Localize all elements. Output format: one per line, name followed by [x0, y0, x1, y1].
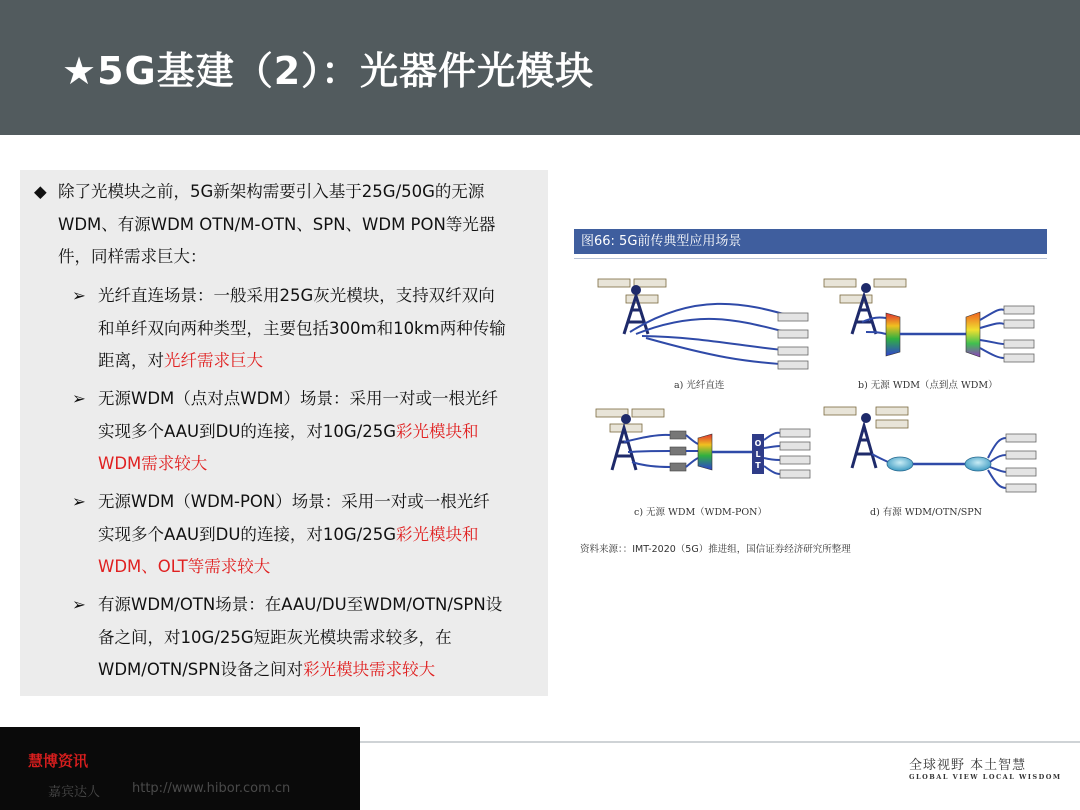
intro-line-1: 除了光模块之前，5G新架构需要引入基于25G/50G的无源 — [58, 182, 485, 201]
highlight-text: 彩光模块和 — [396, 524, 479, 544]
svg-text:L: L — [755, 450, 761, 459]
figure-source: 资料来源：：IMT-2020（5G）推进组，国信证券经济研究所整理 — [580, 544, 851, 555]
item-text: 实现多个AAU到DU的连接，对10G/25G — [98, 421, 397, 441]
footer-logo-english: GLOBAL VIEW LOCAL WISDOM — [909, 773, 1062, 781]
scenario-item-passive-wdm-pon — [72, 486, 542, 584]
item-line: 无源WDM（WDM-PON）场景：采用一对或一根光纤 — [98, 492, 490, 511]
footer-divider — [360, 741, 1080, 743]
figure-caption: 图66: 5G前传典型应用场景 — [574, 229, 1047, 254]
panel-c-passive-wdm-pon — [596, 409, 810, 518]
scenario-item-active-wdm-otn — [72, 589, 542, 687]
highlight-text: WDM需求较大 — [98, 454, 208, 473]
arrow-bullet-icon: ➢ — [72, 492, 86, 511]
item-line: 无源WDM（点对点WDM）场景：采用一对或一根光纤 — [98, 389, 499, 408]
footer-logo-chinese: 全球视野 本土智慧 — [909, 758, 1027, 773]
diamond-bullet-icon: ◆ — [34, 182, 47, 201]
scenario-item-passive-wdm-p2p — [72, 383, 542, 481]
title-bar — [0, 0, 1080, 135]
item-line — [72, 416, 542, 449]
intro-paragraph — [34, 176, 534, 274]
brand-name: 慧博资讯 — [28, 752, 89, 770]
highlight-text: WDM、OLT等需求较大 — [98, 557, 271, 576]
highlight-text: 彩光模块需求较大 — [303, 660, 436, 679]
svg-text:T: T — [755, 461, 761, 470]
item-text: WDM/OTN/SPN设备之间对 — [98, 660, 304, 679]
intro-line-2: WDM、有源WDM OTN/M-OTN、SPN、WDM PON等光器 — [58, 214, 496, 234]
item-text: 实现多个AAU到DU的连接，对10G/25G — [98, 524, 397, 544]
item-line: 光纤直连场景：一般采用25G灰光模块，支持双纤双向 — [98, 286, 495, 305]
highlight-text: 彩光模块和 — [396, 421, 479, 441]
item-line — [72, 519, 542, 552]
item-line: 有源WDM/OTN场景：在AAU/DU至WDM/OTN/SPN设 — [98, 595, 503, 614]
item-line — [72, 654, 542, 687]
panel-c-label: c) 无源 WDM（WDM-PON） — [634, 507, 767, 518]
panel-b-label: b) 无源 WDM（点到点 WDM） — [858, 380, 998, 391]
arrow-bullet-icon: ➢ — [72, 389, 86, 408]
panel-b-passive-wdm-p2p — [824, 279, 1034, 391]
panel-a-label: a) 光纤直连 — [674, 380, 725, 391]
highlight-text: 光纤需求巨大 — [164, 351, 263, 370]
intro-line-3: 件，同样需求巨大： — [58, 247, 207, 266]
caption-divider — [574, 258, 1047, 259]
item-line — [72, 345, 542, 378]
arrow-bullet-icon: ➢ — [72, 286, 86, 305]
item-line: 备之间，对10G/25G短距灰光模块需求较多，在 — [98, 627, 452, 647]
panel-d-active-wdm-otn — [824, 407, 1036, 518]
item-line: 和单纤双向两种类型，主要包括300m和10km两种传输 — [98, 318, 506, 338]
panel-d-label: d) 有源 WDM/OTN/SPN — [870, 507, 982, 518]
fronthaul-scenarios-diagram — [574, 262, 1047, 524]
item-text: 距离，对 — [98, 351, 164, 370]
slide-title: ★5G基建（2）：光器件光模块 — [62, 49, 595, 93]
scenario-item-fiber-direct — [72, 280, 542, 378]
svg-text:O: O — [754, 439, 762, 448]
brand-slogan: 嘉宾达人 — [48, 785, 101, 800]
panel-a-fiber-direct — [598, 279, 808, 391]
text-panel — [20, 170, 548, 696]
arrow-bullet-icon: ➢ — [72, 595, 86, 614]
brand-url[interactable]: http://www.hibor.com.cn — [132, 781, 291, 796]
